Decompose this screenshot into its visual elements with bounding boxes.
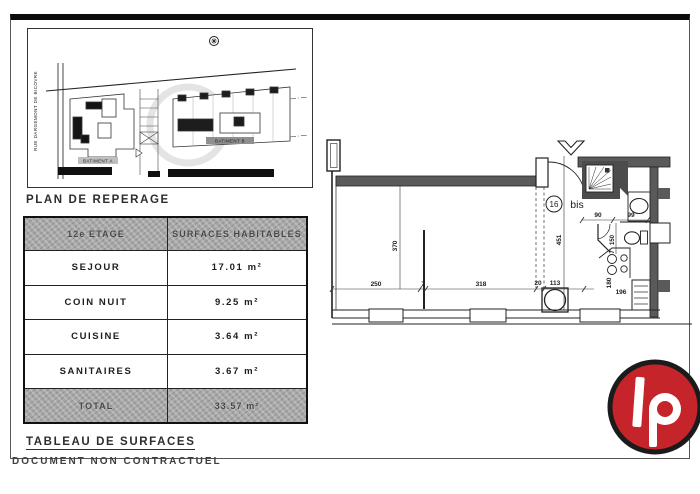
appliance <box>632 280 650 310</box>
street-label: RUE DARGEMONT DE BICOVRE <box>33 71 38 151</box>
table-header-row <box>25 218 306 251</box>
north-symbol-icon <box>210 37 219 46</box>
window-sill <box>650 223 670 243</box>
total-area: 33.57 m² <box>214 400 260 411</box>
room-area: 3.67 m² <box>215 365 259 377</box>
site-plan-title: PLAN DE REPERAGE <box>26 194 170 206</box>
site-plan-drawing <box>28 29 310 185</box>
header-surfaces: SURFACES HABITABLES <box>172 229 302 239</box>
toilet <box>598 222 650 252</box>
top-wall <box>336 176 538 186</box>
table-row <box>25 320 306 355</box>
floor-plan <box>314 128 694 343</box>
room-name: SEJOUR <box>25 251 168 285</box>
site-south-walls <box>58 167 274 177</box>
dim-180: 180 <box>606 277 613 289</box>
bp-logo <box>605 357 700 457</box>
dim-250: 250 <box>370 281 382 288</box>
bath-wall <box>620 161 628 196</box>
dim-20: 20 <box>534 280 542 287</box>
room-area: 9.25 m² <box>215 296 259 308</box>
building-a-label: BATIMENT A <box>83 158 113 164</box>
wall-stub <box>658 280 670 292</box>
surface-table-title: TABLEAU DE SURFACES <box>26 436 196 448</box>
dim-150: 150 <box>610 234 616 246</box>
bottom-wall <box>332 309 692 324</box>
room-area: 17.01 m² <box>211 262 263 274</box>
room-name: CUISINE <box>25 320 168 354</box>
room-area: 3.64 m² <box>215 331 259 343</box>
document-frame <box>10 14 690 459</box>
building-a <box>70 94 134 157</box>
shower <box>582 161 620 199</box>
table-row <box>25 251 306 286</box>
unit-number: 16 <box>549 200 559 209</box>
street-lines <box>58 63 63 179</box>
unit-suffix: bis <box>570 199 584 211</box>
axis-lines <box>290 97 308 137</box>
unit-label <box>546 196 584 212</box>
site-plan-box <box>27 28 313 188</box>
total-label: TOTAL <box>25 389 168 422</box>
wall-stub <box>658 188 670 199</box>
left-wall <box>332 171 336 318</box>
room-name: COIN NUIT <box>25 286 168 320</box>
dim-99: 99 <box>627 212 635 219</box>
entry-door <box>536 158 584 190</box>
duct <box>327 140 340 171</box>
surface-table <box>23 216 308 424</box>
dim-7b: 7 <box>610 250 616 254</box>
dim-451: 451 <box>556 234 563 246</box>
dim-370: 370 <box>392 240 399 252</box>
footer-disclaimer: DOCUMENT NON CONTRACTUEL <box>12 456 222 467</box>
room-name: SANITAIRES <box>25 355 168 389</box>
table-row <box>25 355 306 390</box>
dim-318: 318 <box>475 281 487 288</box>
entry-arrow-icon <box>558 141 584 155</box>
dashed-lines <box>536 187 544 288</box>
table-row <box>25 286 306 321</box>
dim-90: 90 <box>594 212 602 219</box>
dim-113: 113 <box>549 280 561 287</box>
dim-196: 196 <box>615 289 627 296</box>
dimension-labels <box>371 212 635 296</box>
building-b-label: BATIMENT B <box>215 138 245 144</box>
header-floor: 12e ETAGE <box>25 218 168 250</box>
dim-7: 7 <box>421 281 425 288</box>
table-total-row <box>25 389 306 422</box>
